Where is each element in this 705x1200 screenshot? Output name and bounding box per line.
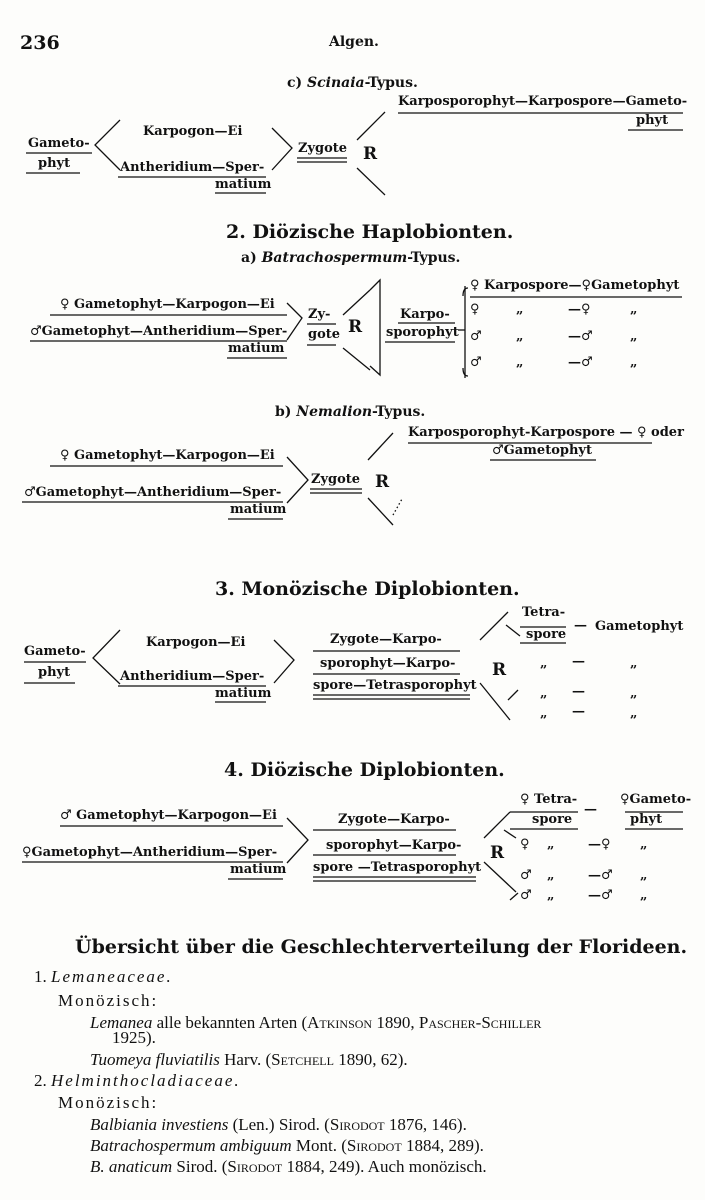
heading-suffix: -Typus. — [364, 75, 418, 91]
family-2-entry-3 — [90, 1157, 487, 1177]
mono-matium: matium — [215, 686, 272, 701]
mono-zyg1: Zygote—Karpo- — [330, 632, 442, 647]
ditto-mark: „ — [516, 302, 524, 317]
author-name: Sirodot — [329, 1115, 385, 1134]
family-name: Helminthocladiaceae. — [51, 1071, 241, 1090]
family-name: Lemaneaceae. — [51, 967, 173, 986]
heading-suffix: -Typus. — [372, 404, 426, 420]
ditto-mark: „ — [516, 329, 524, 344]
batra-gote: gote — [308, 327, 341, 342]
batra-karpo: Karpo- — [400, 307, 450, 322]
ditto-mark: „ — [640, 868, 648, 883]
dio-out-row2 — [520, 868, 685, 883]
mono-ditto-1b: „ — [630, 656, 638, 671]
mono-gametophyt: Gametophyt — [595, 619, 684, 634]
scinaia-karpogon: Karpogon—Ei — [143, 124, 243, 139]
heading-label: c) — [287, 75, 303, 91]
batra-out-row1: ♀ Karpospore—♀Gametophyt — [470, 278, 680, 293]
mono-ditto-2a: „ — [540, 686, 548, 701]
entry-text: 1884, 249). Auch monözisch. — [282, 1157, 487, 1176]
mono-antheridium: Antheridium—Sper- — [120, 669, 265, 684]
family-2-entry-1 — [90, 1115, 467, 1135]
sex-symbol: ♀ — [520, 837, 530, 852]
family-1-entry-1 — [90, 1013, 541, 1033]
dio-row1: ♂ Gametophyt—Karpogon—Ei — [60, 808, 277, 823]
batrachospermum-heading — [241, 250, 460, 266]
dio-row2: ♀Gametophyt—Antheridium—Sper- — [22, 845, 278, 860]
batra-row1: ♀ Gametophyt—Karpogon—Ei — [60, 297, 275, 312]
running-title: Algen. — [329, 34, 379, 50]
dash-symbol: —♀ — [588, 837, 611, 852]
author-name: Atkinson — [307, 1013, 373, 1032]
dio-tetra1: ♀ Tetra- — [520, 792, 578, 807]
author-name: Sirodot — [346, 1136, 402, 1155]
ditto-mark: „ — [516, 355, 524, 370]
section3-heading: 3. Monözische Diplobionten. — [215, 578, 520, 600]
entry-text: 1890, — [372, 1013, 419, 1032]
dash-symbol: —♀ — [568, 302, 591, 317]
dio-zyg2: sporophyt—Karpo- — [326, 838, 462, 853]
family-number: 1. — [34, 967, 47, 986]
dash-symbol: —♂ — [588, 868, 613, 883]
ditto-mark: „ — [630, 302, 638, 317]
ditto-mark: „ — [547, 888, 555, 903]
mono-ditto-3a: „ — [540, 706, 548, 721]
entry-text: alle bekannten Arten ( — [152, 1013, 308, 1032]
family-1-entry-2 — [90, 1050, 408, 1070]
nemalion-heading — [275, 404, 425, 420]
section4-heading: 4. Diözische Diplobionten. — [224, 759, 505, 781]
family-number: 2. — [34, 1071, 47, 1090]
scinaia-top-line1: Karposporophyt—Karpospore—Gameto- — [398, 94, 688, 109]
entry-text: Harv. ( — [219, 1050, 272, 1069]
mono-left1: Gameto- — [24, 644, 86, 659]
heading-genus: Batrachospermum — [261, 250, 408, 266]
species-name: Lemanea — [90, 1013, 153, 1032]
mono-zyg3: spore—Tetrasporophyt — [313, 678, 477, 693]
family-2-entry-2 — [90, 1136, 484, 1156]
heading-label: a) — [241, 250, 257, 266]
overview-title: Übersicht über die Geschlechterverteilung der Florideen. — [75, 936, 688, 958]
sex-symbol: ♂ — [520, 868, 532, 883]
batra-out-row3 — [470, 329, 685, 344]
batra-zy: Zy- — [308, 307, 331, 322]
sex-symbol: ♂ — [470, 329, 482, 344]
batra-row2: ♂Gametophyt—Antheridium—Sper- — [30, 324, 288, 339]
scinaia-type-heading — [287, 75, 418, 91]
scinaia-top-line2: phyt — [636, 113, 669, 128]
family-2-monoecious: Monözisch: — [58, 1093, 159, 1112]
entry-text: Sirod. ( — [172, 1157, 228, 1176]
entry-text: 1884, 289). — [401, 1136, 484, 1155]
nemalion-zygote: Zygote — [311, 472, 361, 487]
scinaia-zygote: Zygote — [298, 141, 348, 156]
section2-heading: 2. Diözische Haplobionten. — [226, 221, 514, 243]
ditto-mark: „ — [630, 329, 638, 344]
mono-dash-2: — — [572, 684, 585, 699]
ditto-mark: „ — [630, 355, 638, 370]
nemalion-matium: matium — [230, 502, 287, 517]
author-name: Setchell — [271, 1050, 334, 1069]
family-1 — [34, 967, 173, 987]
mono-r: R — [492, 660, 507, 680]
mono-ditto-1a: „ — [540, 656, 548, 671]
scinaia-left2: phyt — [38, 156, 71, 171]
species-name: Tuomeya fluviatilis — [90, 1050, 220, 1069]
mono-tetra1: Tetra- — [522, 605, 566, 620]
family-1-entry-1-cont: 1925). — [112, 1028, 156, 1047]
ditto-mark: „ — [547, 837, 555, 852]
batra-sporophyt: sporophyt — [386, 325, 459, 340]
nemalion-top2: ♂Gametophyt — [492, 443, 592, 458]
mono-dash-1: — — [572, 654, 585, 669]
family-2 — [34, 1071, 241, 1091]
sex-symbol: ♂ — [470, 355, 482, 370]
batra-out-row2 — [470, 302, 685, 317]
nemalion-r: R — [375, 472, 390, 492]
scinaia-r: R — [363, 144, 378, 164]
batra-matium: matium — [228, 341, 285, 356]
dio-matium: matium — [230, 862, 287, 877]
mono-ditto-2b: „ — [630, 686, 638, 701]
scinaia-antheridium: Antheridium—Sper- — [120, 160, 265, 175]
nemalion-row1: ♀ Gametophyt—Karpogon—Ei — [60, 448, 275, 463]
species-name: B. anaticum — [90, 1157, 173, 1176]
scinaia-left1: Gameto- — [28, 136, 90, 151]
mono-zyg2: sporophyt—Karpo- — [320, 656, 456, 671]
nemalion-row2: ♂Gametophyt—Antheridium—Sper- — [24, 485, 282, 500]
species-name: Batrachospermum ambiguum — [90, 1136, 292, 1155]
entry-text: Mont. ( — [291, 1136, 347, 1155]
entry-text: 1876, 146). — [384, 1115, 467, 1134]
mono-karpogon: Karpogon—Ei — [146, 635, 246, 650]
dio-zyg1: Zygote—Karpo- — [338, 812, 450, 827]
dash-symbol: —♂ — [588, 888, 613, 903]
dio-gameto2: phyt — [630, 812, 663, 827]
heading-genus: Scinaia — [307, 75, 365, 91]
nemalion-top1: Karposporophyt-Karpospore — ♀ oder — [408, 425, 684, 440]
mono-ditto-3b: „ — [630, 706, 638, 721]
mono-left2: phyt — [38, 665, 71, 680]
dio-out-row3 — [520, 888, 685, 903]
batra-r: R — [348, 317, 363, 337]
dio-r: R — [490, 843, 505, 863]
batra-out-row4 — [470, 355, 685, 370]
heading-label: b) — [275, 404, 292, 420]
dash-symbol: —♂ — [568, 329, 593, 344]
dio-tetra2: spore — [532, 812, 573, 827]
dio-zyg3: spore —Tetrasporophyt — [313, 860, 482, 875]
entry-text: (Len.) Sirod. ( — [228, 1115, 330, 1134]
dio-out-row1 — [520, 837, 685, 852]
dio-header-dash: — — [584, 802, 597, 817]
author-name: Sirodot — [227, 1157, 283, 1176]
ditto-mark: „ — [547, 868, 555, 883]
heading-genus: Nemalion — [296, 404, 373, 420]
ditto-mark: „ — [640, 837, 648, 852]
author-name: Pascher-Schiller — [418, 1013, 542, 1032]
mono-header-dash: — — [574, 618, 587, 633]
mono-tetra2: spore — [526, 627, 567, 642]
sex-symbol: ♀ — [470, 302, 480, 317]
mono-dash-3: — — [572, 704, 585, 719]
dio-gameto1: ♀Gameto- — [620, 792, 692, 807]
sex-symbol: ♂ — [520, 888, 532, 903]
species-name: Balbiania investiens — [90, 1115, 229, 1134]
heading-suffix: -Typus. — [407, 250, 461, 266]
dash-symbol: —♂ — [568, 355, 593, 370]
scinaia-matium: matium — [215, 177, 272, 192]
family-1-monoecious: Monözisch: — [58, 991, 159, 1010]
ditto-mark: „ — [640, 888, 648, 903]
entry-text: 1890, 62). — [333, 1050, 408, 1069]
page-number: 236 — [20, 32, 60, 54]
